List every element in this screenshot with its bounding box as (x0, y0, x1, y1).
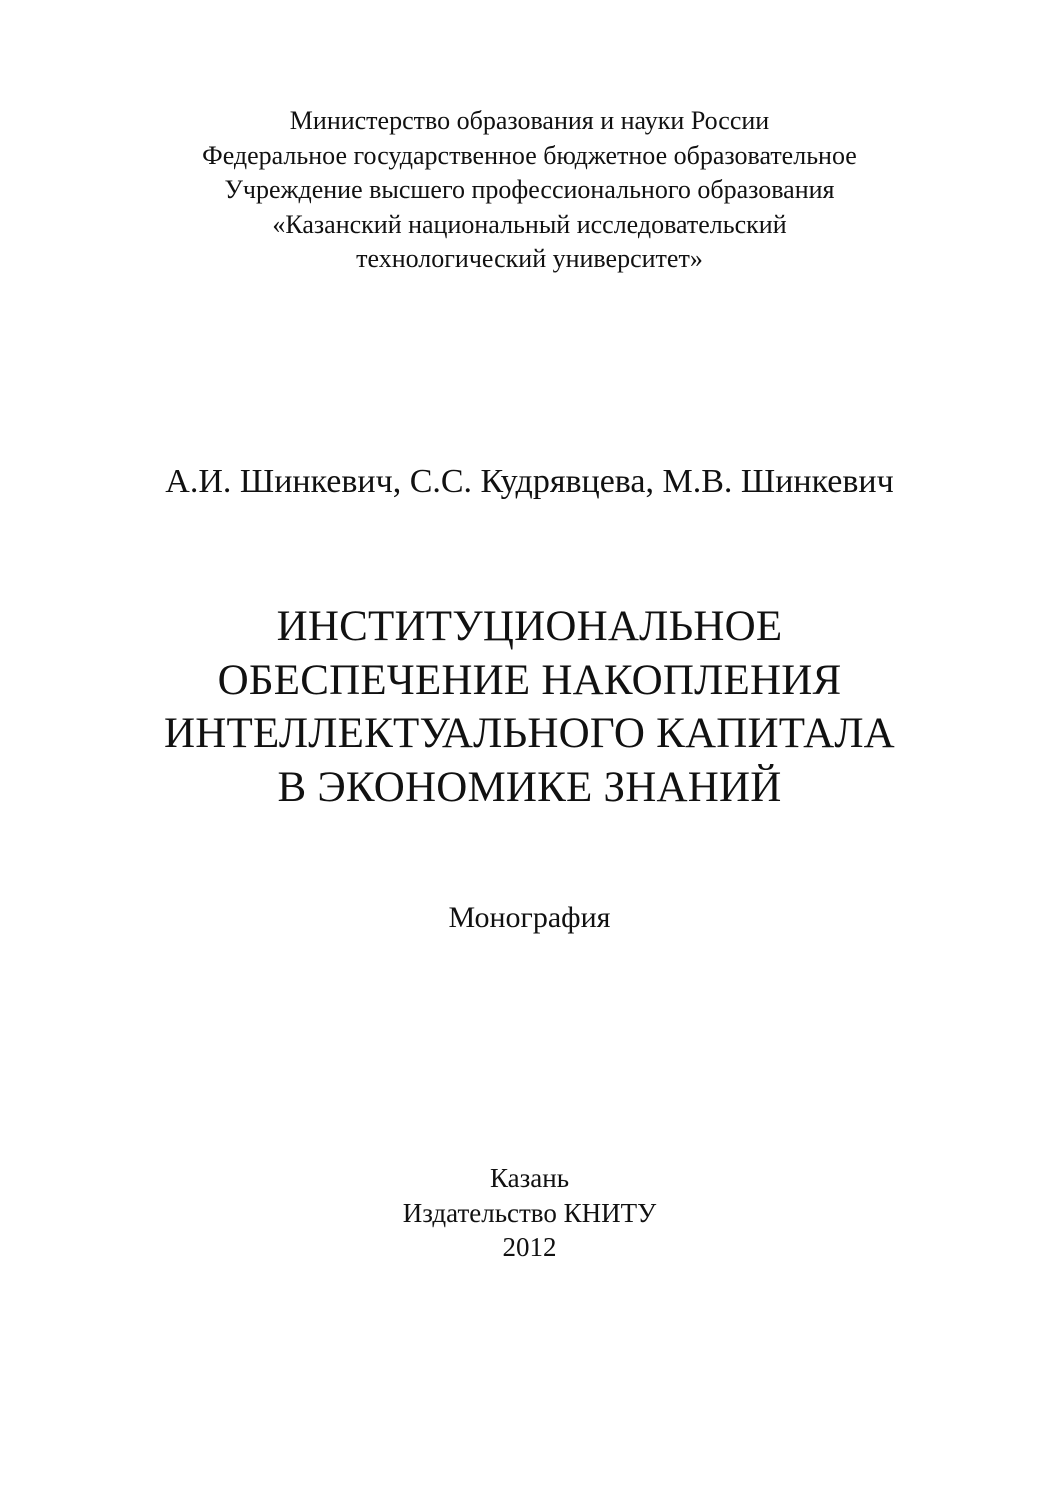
imprint (0, 1161, 1059, 1265)
imprint-year: 2012 (502, 1232, 557, 1262)
authors: А.И. Шинкевич, С.С. Кудрявцева, М.В. Шинкевич (165, 463, 894, 500)
title-line-4: В ЭКОНОМИКЕ ЗНАНИЙ (277, 763, 782, 811)
title-line-1: ИНСТИТУЦИОНАЛЬНОЕ (276, 603, 783, 650)
imprint-city: Казань (489, 1163, 570, 1193)
genre-label: Монография (448, 901, 611, 934)
imprint-publisher: Издательство КНИТУ (402, 1197, 657, 1228)
institution-header (0, 104, 1059, 277)
book-title (0, 600, 1059, 814)
institution-line-institution: Учреждение высшего профессионального образования (224, 175, 835, 204)
institution-line-university: «Казанский национальный исследовательский (272, 209, 787, 239)
institution-line-ministry: Министерство образования и науки России (289, 106, 770, 135)
institution-line-federal: Федеральное государственное бюджетное образовательное (202, 140, 857, 170)
title-line-2: ОБЕСПЕЧЕНИЕ НАКОПЛЕНИЯ (217, 656, 842, 704)
title-line-3: ИНТЕЛЛЕКТУАЛЬНОГО КАПИТАЛА (164, 710, 895, 757)
institution-line-technological: технологический университет» (356, 244, 703, 273)
